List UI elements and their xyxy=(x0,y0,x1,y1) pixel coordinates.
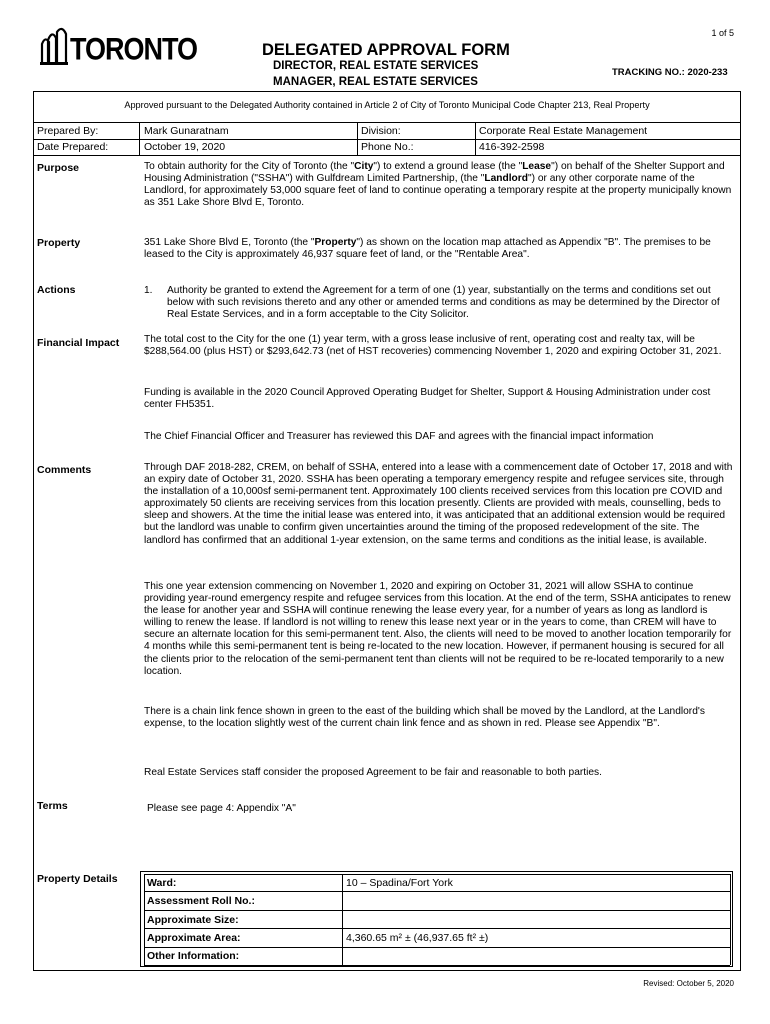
division-value: Corporate Real Estate Management xyxy=(479,125,648,137)
financial-impact-text-1: The total cost to the City for the one (1) year term, with a gross lease inclusive of rent, operating cost and realty tax, will be $288,564.00 (plus HST) or $293,642.73 (net of HST recoveries) commencing November 1, 2020 and expiring October 31, 2021. xyxy=(144,334,722,358)
form-subtitle-director: DIRECTOR, REAL ESTATE SERVICES xyxy=(273,60,479,72)
divider xyxy=(357,122,358,155)
assessment-roll-label: Assessment Roll No.: xyxy=(147,895,255,907)
phone-value: 416-392-2598 xyxy=(479,141,545,153)
other-information-label: Other Information: xyxy=(147,950,240,962)
prepared-by-value: Mark Gunaratnam xyxy=(144,125,229,137)
terms-label: Terms xyxy=(37,800,68,812)
divider xyxy=(144,874,730,875)
divider xyxy=(33,155,741,156)
action-number: 1. xyxy=(144,285,153,296)
divider xyxy=(144,928,730,929)
comments-text-3: There is a chain link fence shown in green to the east of the building which shall be moved by the Landlord, at the Landlord's expense, to the location slightly west of the current chain link fence and as shown in red. Please see Appendix "B". xyxy=(144,706,705,730)
financial-impact-label: Financial Impact xyxy=(37,337,120,349)
approximate-area-value: 4,360.65 m² ± (46,937.65 ft² ±) xyxy=(346,932,489,944)
approved-pursuant-text: Approved pursuant to the Delegated Authority contained in Article 2 of City of Toronto Municipal Code Chapter 213, Real Property xyxy=(124,100,650,110)
divider xyxy=(730,874,731,965)
comments-label: Comments xyxy=(37,464,92,476)
action-text: Authority be granted to extend the Agreement for a term of one (1) year, substantially on the terms and conditions set out below with such revisions thereto and any other or amended terms and conditions as may be determined by the Director of Real Estate Services, and in a form acceptable to the City Solicitor. xyxy=(167,285,720,321)
phone-label: Phone No.: xyxy=(361,141,414,153)
divider xyxy=(342,874,343,965)
actions-label: Actions xyxy=(37,284,76,296)
property-label: Property xyxy=(37,237,81,249)
revised-date: Revised: October 5, 2020 xyxy=(643,979,734,988)
ward-label: Ward: xyxy=(147,877,177,889)
city-hall-icon xyxy=(40,26,70,68)
comments-text-1: Through DAF 2018-282, CREM, on behalf of SSHA, entered into a lease with a commencement date of October 17, 2018 and with an expiry date of October 31, 2020. SSHA has been operating a temporary emergency respite and refugee services site, through the installation of a 10,000sf semi-permanent tent. Approximately 100 clients received services from this location pre COVID and approximately 50 clients are receiving services from this location presently. Clients are provided with meals, counselling, beds to sleep and showers. At the time the initial lease was entered into, it was anticipated that an additional extension would be required but the landlord was unable to confirm given uncertainties around the timing of the proposed redevelopment of the site. The landlord has confirmed that an additional 1-year extension, on the same terms and conditions as the initial lease, is available. xyxy=(144,462,733,546)
property-details-grid xyxy=(144,874,730,965)
logo-text: TORONTO xyxy=(70,32,198,67)
property-text: 351 Lake Shore Blvd E, Toronto (the "Property") as shown on the location map attached as Appendix "B". The premises to be leased to the City is approximately 46,937 square feet of land, or the "Rentable Area". xyxy=(144,237,711,261)
defined-term: Landlord xyxy=(484,173,528,185)
defined-term: City xyxy=(354,161,374,172)
city-logo xyxy=(40,26,198,68)
date-prepared-label: Date Prepared: xyxy=(37,141,109,153)
terms-text: Please see page 4: Appendix "A" xyxy=(147,803,296,814)
approximate-area-label: Approximate Area: xyxy=(147,932,241,944)
financial-impact-text-3: The Chief Financial Officer and Treasurer has reviewed this DAF and agrees with the financial impact information xyxy=(144,431,654,442)
division-label: Division: xyxy=(361,125,401,137)
purpose-label: Purpose xyxy=(37,162,80,174)
defined-term: Lease xyxy=(522,161,552,172)
divider xyxy=(144,965,730,966)
purpose-text: To obtain authority for the City of Toronto (the "City") to extend a ground lease (the "Lease") on behalf of the Shelter Support and Housing Administration ("SSHA") with Gulfdream Limited Partnership, (the "Landlord") or any other corporate name of the Landlord, for approximately 53,000 square feet of land to continue operating a temporary respite at the property municipally known as 351 Lake Shore Blvd E, Toronto. xyxy=(144,161,732,209)
prepared-by-label: Prepared By: xyxy=(37,125,99,137)
divider xyxy=(475,122,476,155)
defined-term: Property xyxy=(314,237,357,248)
financial-impact-text-2: Funding is available in the 2020 Council Approved Operating Budget for Shelter, Support & Housing Administration under cost center FH5351. xyxy=(144,387,711,411)
divider xyxy=(139,122,140,155)
property-details-label: Property Details xyxy=(37,873,118,885)
page-number: 1 of 5 xyxy=(711,28,734,38)
form-title: DELEGATED APPROVAL FORM xyxy=(262,41,510,59)
approximate-size-label: Approximate Size: xyxy=(147,914,239,926)
divider xyxy=(144,874,145,965)
divider xyxy=(144,891,730,892)
divider xyxy=(144,947,730,948)
comments-text-2: This one year extension commencing on November 1, 2020 and expiring on October 31, 2021 will allow SSHA to continue providing year-round emergency respite and refugee services from this location. At the end of the term, SSHA anticipates to renew the lease for another year and SSHA will continue renewing the lease every year, for a number of years as long as landlord is willing to renew the lease. If landlord is not willing to renew this lease next year or in the years to come, than CREM will have to secure an alternate location for this semi-permanent tent. Also, the clients will need to be moved to another location temporarily for 4 months while this semi-permanent tent is being re-located to the new location. However, if permanent housing is secured for all the clients prior to the relocation of the semi-permanent tent than clients will not be required to be re-located temporarily to a new location. xyxy=(144,581,732,677)
date-prepared-value: October 19, 2020 xyxy=(144,141,226,153)
form-subtitle-manager: MANAGER, REAL ESTATE SERVICES xyxy=(273,76,478,88)
divider xyxy=(144,910,730,911)
ward-value: 10 – Spadina/Fort York xyxy=(346,877,453,889)
comments-text-4: Real Estate Services staff consider the proposed Agreement to be fair and reasonable to both parties. xyxy=(144,767,602,778)
tracking-number: TRACKING NO.: 2020-233 xyxy=(612,67,728,78)
